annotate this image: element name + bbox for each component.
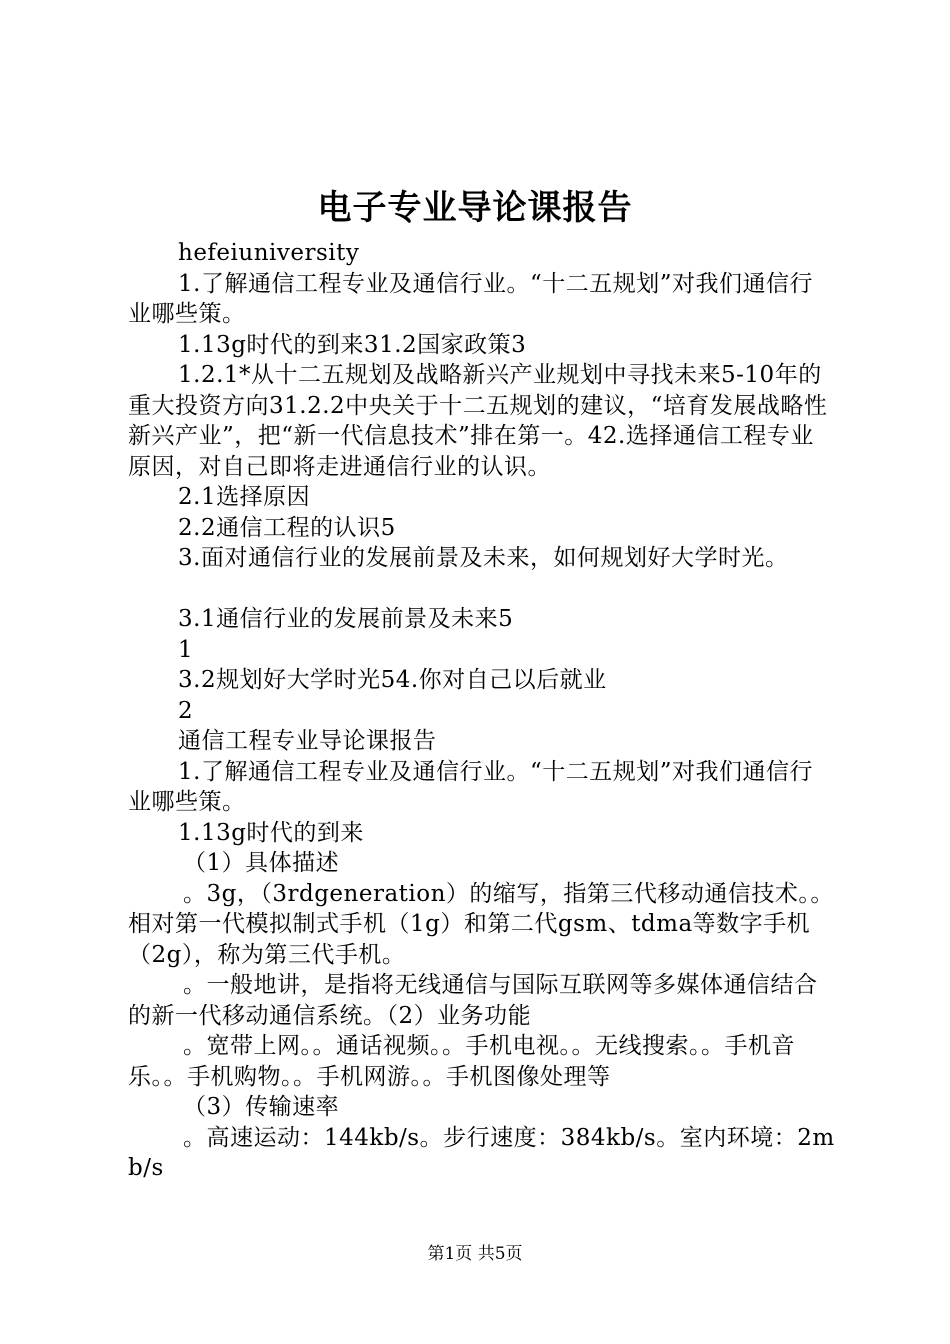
paragraph: 通信工程专业导论课报告 xyxy=(178,728,437,754)
paragraph: 1.2.1*从十二五规划及战略新兴产业规划中寻找未来5-10年的重大投资方向31.2.2中央关于十二五规划的建议，“培育发展战略性新兴产业”，把“新一代信息技术”排在第一。42.选择通信工程专业原因，对自己即将走进通信行业的认识。 xyxy=(128,362,828,480)
document-title: 电子专业导论课报告 xyxy=(317,188,633,228)
paragraph: 2.1选择原因 xyxy=(178,484,311,510)
page-footer: 第1页 共5页 xyxy=(427,1244,523,1264)
paragraph: 1 xyxy=(178,636,194,663)
paragraph: 。一般地讲，是指将无线通信与国际互联网等多媒体通信结合的新一代移动通信系统。（2）业务功能 xyxy=(128,972,818,1029)
paragraph: 。高速运动：144kb/s。步行速度：384kb/s。室内环境：2mb/s xyxy=(128,1124,835,1181)
paragraph: （1）具体描述 xyxy=(183,850,340,876)
paragraph: 1.了解通信工程专业及通信行业。“十二五规划”对我们通信行业哪些策。 xyxy=(128,270,813,327)
paragraph: 。宽带上网。。通话视频。。手机电视。。无线搜索。。手机音乐。。手机购物。。手机网游。。手机图像处理等 xyxy=(128,1033,795,1090)
paragraph: 3.面对通信行业的发展前景及未来，如何规划好大学时光。 xyxy=(178,545,789,571)
paragraph: 2.2通信工程的认识5 xyxy=(178,514,396,541)
paragraph: 3.2规划好大学时光54.你对自己以后就业 xyxy=(178,667,607,693)
paragraph: hefeiuniversity xyxy=(178,240,360,266)
paragraph: 2 xyxy=(178,697,194,724)
paragraph: （3）传输速率 xyxy=(183,1094,340,1120)
blank-line xyxy=(128,574,836,605)
paragraph: 3.1通信行业的发展前景及未来5 xyxy=(178,606,514,632)
paragraph: 。3g，（3rdgeneration）的缩写，指第三代移动通信技术。。相对第一代模拟制式手机（1g）和第二代gsm、tdma等数字手机（2g），称为第三代手机。 xyxy=(128,880,834,968)
document-body xyxy=(128,238,836,1184)
paragraph: 1.了解通信工程专业及通信行业。“十二五规划”对我们通信行业哪些策。 xyxy=(128,758,813,815)
paragraph: 1.13g时代的到来 xyxy=(178,819,364,846)
paragraph: 1.13g时代的到来31.2国家政策3 xyxy=(178,331,527,358)
